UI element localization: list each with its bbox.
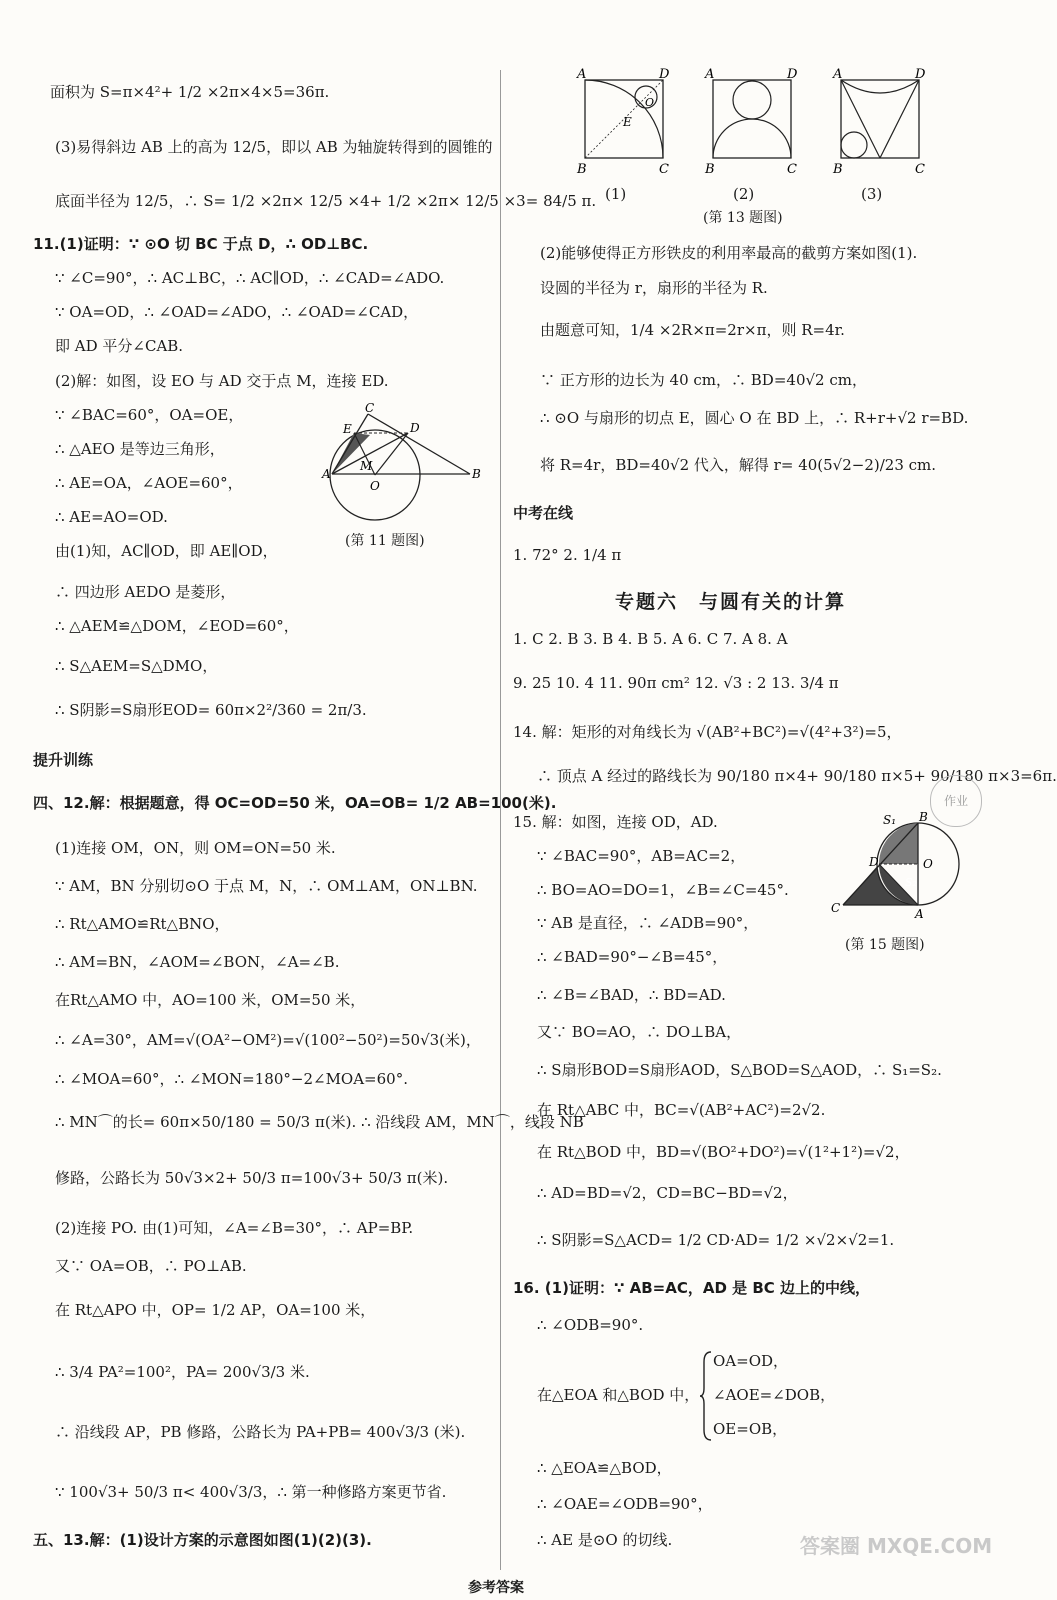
text-line: ∴ MN⌒的长= 60π×50/180 = 50/3 π(米). ∴ 沿线段 AM，MN⌒，线段 NB [55, 1113, 584, 1131]
svg-text:C: C [365, 401, 375, 415]
column-divider [500, 70, 501, 1570]
text-line: ∴ S△AEM=S△DMO， [55, 657, 218, 675]
text-line: ∵ 100√3+ 50/3 π< 400√3/3，∴ 第一种修路方案更节省. [55, 1483, 447, 1501]
text-line: ∴ ∠MOA=60°，∴ ∠MON=180°−2∠MOA=60°. [55, 1070, 408, 1088]
text-line: 在Rt△AMO 中，AO=100 米，OM=50 米， [55, 991, 366, 1009]
figure-13-label-3: (3) [861, 185, 883, 203]
text-line: 1. C 2. B 3. B 4. B 5. A 6. C 7. A 8. A [513, 630, 788, 648]
text-line: 在 Rt△APO 中，OP= 1/2 AP，OA=100 米， [55, 1301, 376, 1319]
svg-text:D: D [787, 67, 798, 82]
text-line: 15. 解：如图，连接 OD，AD. [513, 813, 718, 831]
text-line: 1. 72° 2. 1/4 π [513, 546, 622, 564]
text-line: ∵ 正方形的边长为 40 cm，∴ BD=40√2 cm， [540, 371, 867, 389]
text-line: ∴ 四边形 AEDO 是菱形， [55, 583, 236, 601]
text-line: ∴ 顶点 A 经过的路线长为 90/180 π×4+ 90/180 π×5+ 90/180 π×3=6π. [537, 767, 1057, 785]
text-line: ∴ 3/4 PA²=100²，PA= 200√3/3 米. [55, 1363, 310, 1381]
text-line: OE=OB， [713, 1420, 788, 1438]
text-line: 14. 解：矩形的对角线长为 √(AB²+BC²)=√(4²+3²)=5， [513, 723, 902, 741]
svg-text:A: A [915, 907, 924, 921]
text-line: 即 AD 平分∠CAB. [55, 337, 184, 355]
svg-text:B: B [577, 162, 587, 177]
text-line: 修路，公路长为 50√3×2+ 50/3 π=100√3+ 50/3 π(米). [55, 1169, 449, 1187]
text-line: 将 R=4r，BD=40√2 代入，解得 r= 40(5√2−2)/23 cm. [540, 456, 937, 474]
text-line: 9. 25 10. 4 11. 90π cm² 12. √3 : 2 13. 3/4 π [513, 674, 839, 692]
text-line: (2)解：如图，设 EO 与 AD 交于点 M，连接 ED. [55, 372, 389, 390]
figure-13-caption: (第 13 题图) [703, 210, 783, 226]
text-line: 五、13.解：(1)设计方案的示意图如图(1)(2)(3). [33, 1531, 372, 1549]
svg-text:C: C [915, 162, 925, 177]
text-line: 在 Rt△BOD 中，BD=√(BO²+DO²)=√(1²+1²)=√2， [537, 1143, 910, 1161]
section-heading: 提升训练 [33, 751, 94, 769]
section-heading: 中考在线 [513, 504, 574, 522]
text-line: ∴ BO=AO=DO=1，∠B=∠C=45°. [537, 881, 789, 899]
figure-11-caption: (第 11 题图) [345, 533, 425, 549]
watermark: 答案圈 MXQE.COM [800, 1534, 993, 1558]
svg-text:A: A [833, 67, 843, 82]
text-line: 又∵ OA=OB，∴ PO⊥AB. [55, 1257, 247, 1275]
text-line: 由(1)知，AC∥OD，即 AE∥OD， [55, 542, 278, 560]
text-line: 16. (1)证明：∵ AB=AC，AD 是 BC 边上的中线， [513, 1279, 870, 1297]
text-line: ∴ Rt△AMO≌Rt△BNO， [55, 915, 230, 933]
text-line: 11.(1)证明：∵ ⊙O 切 BC 于点 D，∴ OD⊥BC. [33, 235, 369, 253]
text-line: ∴ 沿线段 AP，PB 修路，公路长为 PA+PB= 400√3/3 (米). [55, 1423, 466, 1441]
figure-11 [320, 400, 490, 530]
svg-text:M: M [360, 459, 373, 473]
figure-13-label-1: (1) [605, 185, 627, 203]
text-line: ∴ AD=BD=√2，CD=BC−BD=√2， [537, 1184, 798, 1202]
svg-text:D: D [410, 421, 420, 435]
text-line: ∵ OA=OD，∴ ∠OAD=∠ADO，∴ ∠OAD=∠CAD， [55, 303, 419, 321]
svg-text:O: O [645, 96, 655, 109]
section-title: 专题六 与圆有关的计算 [615, 591, 847, 613]
text-line: ∴ ∠A=30°，AM=√(OA²−OM²)=√(100²−50²)=50√3(米)， [55, 1031, 481, 1049]
text-line: ∴ S扇形BOD=S扇形AOD，S△BOD=S△AOD，∴ S₁=S₂. [537, 1061, 942, 1079]
figure-13-label-2: (2) [733, 185, 755, 203]
svg-text:C: C [787, 162, 797, 177]
text-line: 四、12.解：根据题意，得 OC=OD=50 米，OA=OB= 1/2 AB=100(米). [33, 794, 557, 812]
svg-text:B: B [472, 467, 481, 481]
text-line: ∴ AE=OA，∠AOE=60°， [55, 474, 243, 492]
svg-text:O: O [370, 479, 380, 493]
text-line: OA=OD， [713, 1352, 789, 1370]
stamp: 作业 [930, 775, 982, 827]
svg-text:B: B [833, 162, 843, 177]
text-line: ∴ △AEO 是等边三角形， [55, 440, 225, 458]
figure-15 [823, 808, 953, 921]
svg-text:B: B [705, 162, 715, 177]
page-footer: 参考答案 [468, 1580, 524, 1596]
text-line: ∴ S阴影=S△ACD= 1/2 CD·AD= 1/2 ×√2×√2=1. [537, 1231, 895, 1249]
text-line: ∴ △EOA≌△BOD， [537, 1459, 672, 1477]
text-line: ∵ AM，BN 分别切⊙O 于点 M，N，∴ OM⊥AM，ON⊥BN. [55, 877, 478, 895]
svg-text:B: B [919, 810, 928, 824]
svg-text:D: D [659, 67, 670, 82]
svg-text:S₁: S₁ [883, 813, 897, 827]
svg-text:A: A [705, 67, 715, 82]
svg-text:E: E [343, 422, 352, 436]
text-line: ∴ ∠B=∠BAD，∴ BD=AD. [537, 986, 726, 1004]
text-line: ∴ ∠ODB=90°. [537, 1316, 644, 1334]
text-line: 面积为 S=π×4²+ 1/2 ×2π×4×5=36π. [50, 83, 330, 101]
text-line: ∴ ∠BAD=90°−∠B=45°， [537, 948, 728, 966]
text-line: 在△EOA 和△BOD 中， [537, 1386, 700, 1404]
svg-text:E: E [623, 115, 632, 129]
svg-text:A: A [577, 67, 587, 82]
text-line: ∴ AE 是⊙O 的切线. [537, 1531, 673, 1549]
figure-15-caption: (第 15 题图) [845, 937, 925, 953]
svg-text:C: C [831, 901, 841, 915]
text-line: (2)能够使得正方形铁皮的利用率最高的截剪方案如图(1). [540, 244, 918, 262]
text-line: ∴ ⊙O 与扇形的切点 E，圆心 O 在 BD 上，∴ R+r+√2 r=BD. [540, 409, 969, 427]
text-line: 设圆的半径为 r，扇形的半径为 R. [540, 279, 768, 297]
text-line: (2)连接 PO. 由(1)可知，∠A=∠B=30°，∴ AP=BP. [55, 1219, 414, 1237]
text-line: (3)易得斜边 AB 上的高为 12/5，即以 AB 为轴旋转得到的圆锥的 [55, 138, 493, 156]
svg-text:D: D [869, 855, 879, 869]
svg-text:A: A [322, 467, 331, 481]
text-line: ∴ △AEM≌△DOM，∠EOD=60°， [55, 617, 299, 635]
svg-text:C: C [659, 162, 669, 177]
text-line: ∴ AM=BN，∠AOM=∠BON，∠A=∠B. [55, 953, 340, 971]
text-line: ∴ AE=AO=OD. [55, 508, 168, 526]
text-line: ∵ ∠BAC=60°，OA=OE， [55, 406, 244, 424]
text-line: 又∵ BO=AO，∴ DO⊥BA， [537, 1023, 742, 1041]
text-line: 在 Rt△ABC 中，BC=√(AB²+AC²)=2√2. [537, 1101, 826, 1119]
text-line: ∴ S阴影=S扇形EOD= 60π×2²/360 = 2π/3. [55, 701, 367, 719]
svg-text:O: O [923, 857, 933, 871]
text-line: ∴ ∠OAE=∠ODB=90°， [537, 1495, 713, 1513]
brace-icon [700, 1350, 712, 1442]
svg-text:S₂: S₂ [905, 876, 917, 889]
text-line: ∵ ∠C=90°，∴ AC⊥BC，∴ AC∥OD，∴ ∠CAD=∠ADO. [55, 269, 445, 287]
text-line: ∵ AB 是直径，∴ ∠ADB=90°， [537, 914, 759, 932]
text-line: (1)连接 OM，ON，则 OM=ON=50 米. [55, 839, 336, 857]
text-line: ∵ ∠BAC=90°，AB=AC=2， [537, 847, 746, 865]
text-line: 底面半径为 12/5，∴ S= 1/2 ×2π× 12/5 ×4+ 1/2 ×2π× 12/5 ×3= 84/5 π. [55, 192, 597, 210]
svg-text:D: D [915, 67, 926, 82]
figure-13 [573, 66, 963, 178]
text-line: ∠AOE=∠DOB， [713, 1386, 836, 1404]
text-line: 由题意可知，1/4 ×2R×π=2r×π，则 R=4r. [540, 321, 845, 339]
